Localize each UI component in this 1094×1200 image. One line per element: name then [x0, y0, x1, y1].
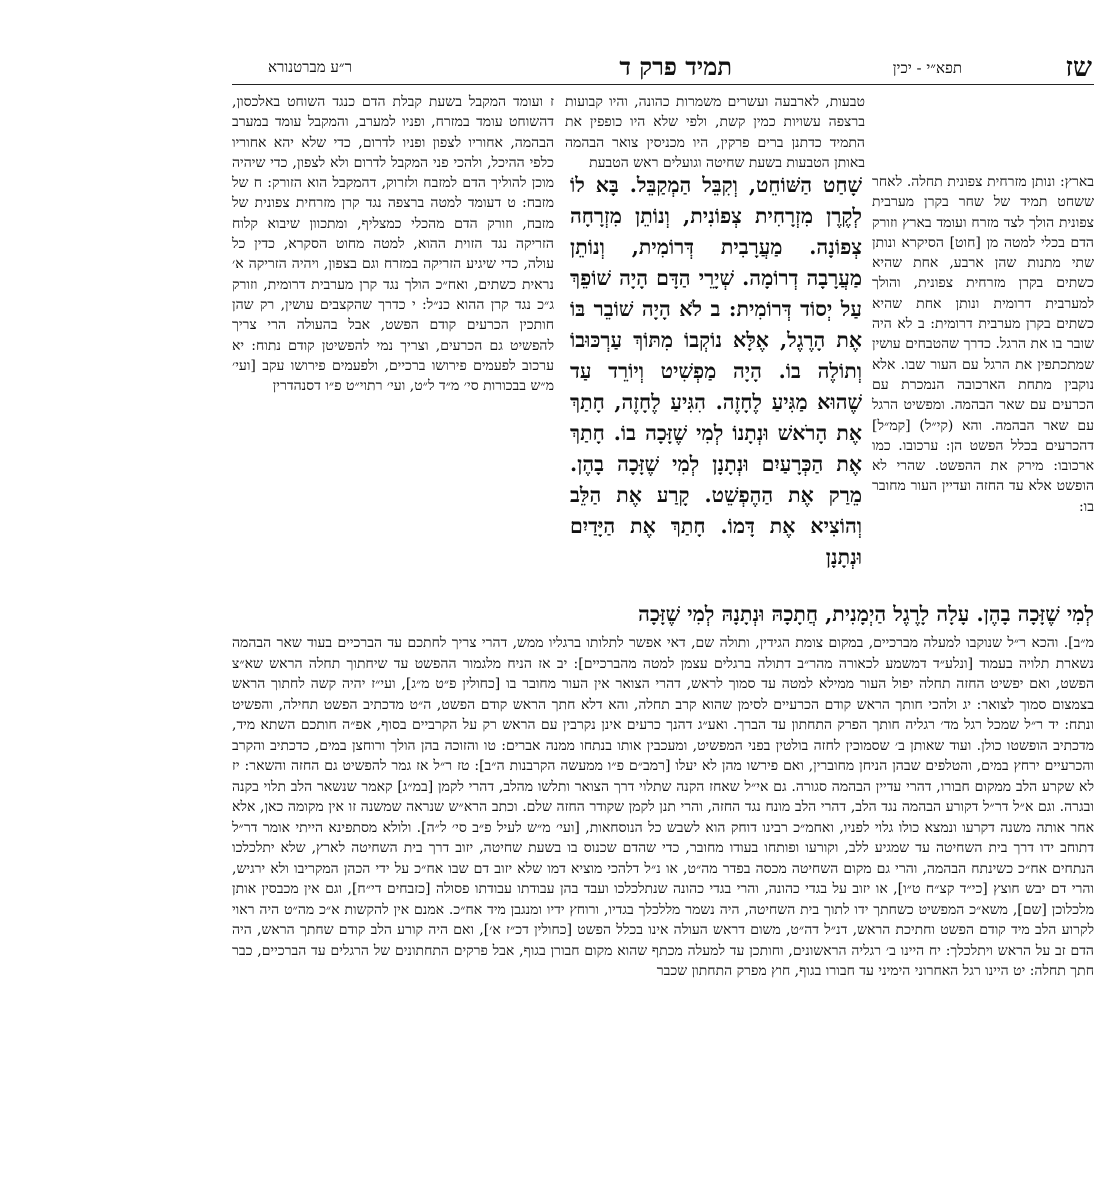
tiferet-column	[232, 92, 554, 610]
commentator-name: ר״ע מברטנורא	[268, 58, 352, 76]
bartenura-text: בארץ: ונותן מזרחית צפונית תחלה. לאחר ששחט תמיד של שחר בקרן מערבית צפונית הולך לצד מזרח ועומד בארץ וזורק הדם בכלי למטה מן [חוט] הסיקרא ונותן שתי מתנות שהן ארבע, אחת שהיא כשתים בקרן מזרחית צפונית, והולך למערבית דרומית ונותן אחת שהיא כשתים בקרן מערבית דרומית: ב לא היה שובר בו את הרגל. כדרך שהטבחים עושין שמתכתפין את הרגל עם העור שבו. אלא נוקבין מתחת הארכובה הנמכרת עם הכרעים עם שאר הבהמה. ומפשיט הרגל עם שאר הבהמה. והא (קי״ל) [קמ״ל] דהכרעים בכלל הפשט הן: ערכובו. כמו ארכובו: מירק את ההפשט. שהרי לא הופשט אלא עד החזה ועדיין העור מחובר בו:	[872, 174, 1094, 515]
bottom-commentary-text: מ״ב]. והכא ר״ל שנוקבו למעלה מברכיים, במקום צומת הגידין, ותולה שם, דאי אפשר לתלותו ברגליו ממש, דהרי צריך לחתכם עד הברכיים בעוד שאר הבהמה נשארת תלויה בעמוד [ונלע״ד דמשמע לכאורה מהר״ב דתולה ברגלים עצמן למטה מהברכיים]: יב אז הניח מלגמור ההפשט עד שיחתוך תחלה הראש שא״צ הפשט, ואם יפשיט החזה תחלה יפול העור ממילא למטה עד סמוך לראש, דהרי הצואר אין העור מחובר בו [כחולין פ״ט מ״ג], ועי״ז יהיה קשה לחתוך הראש בצמצום סמוך לצואר: יג ולהכי חותך הראש קודם הכרעיים לסימן שהוא קרב תחלה, והא דלא חתך הראש קודם הפשט, ה״ט מדכתיב הפשט תחילה, והפשיט ונתח: יד ר״ל שמכל רגל מד׳ רגליה חותך הפרק התחתון עד הברך. ואע״ג דהנך כרעים אינן נקרבין עם הראש רק על הקרביים בסוף, אפ״ה חותכם השתא מיד, מדכתיב הופשטו כולן. ועוד שאותן ב׳ שסמוכין לחזה בולטין בפני המפשיט, ומעכבין אותו בנתחו ממנה אברים: טו והזוכה בהן הולך ורוחצן במים, כדכתיב והקרב והכרעיים ירחץ במים, והטלפים שבהן הניחן מחוברין, ואם פירשו מהן לא יעלו [רמב״ם פ״ו ממעשה הקרבנות ה״ב]: טז ר״ל אז גמר להפשיט גם החזה והשאר: יז לא שקרע הלב ממקום חבורו, דהרי עדיין הבהמה סגורה. גם אי״ל שאחז הקנה שתלוי דרך הצואר ותלשו מהלב, דהרי לקמן [במ״ג] קאמר שנשאר הלב תלוי בקנה ובגרה. וגם א״ל דר״ל דקורע הבהמה נגד הלב, דהרי הלב מונח נגד החזה, והרי תנן לקמן שקודר החזה שלם. וכתב הרא״ש שנראה שמשנה זו אין מקומה כאן, אלא אחר אותה משנה דקרעו ונמצא כולו גלוי לפניו, ואחמ״כ רבינו דוחק הוא לשבש כל הנוסחאות, [ועי׳ מ״ש לעיל פ״ב סי׳ ל״ה]. ולולא מסתפינא הייתי אומר דר״ל דתוחב ידו דרך בית השחיטה עד שמגיע ללב, וקורעו ופותחו בעודו מחובר, כדי שהדם שכנוס בו בשעת שחיטה, יזוב דרך בית השחיטה לארץ, שלא יתלכלכו הנתחים אח״כ כשינתח הבהמה, והרי גם מקום השחיטה מכסה בפדר מה״ט, או נ״ל דלהכי מוציא דמו שלא יזוב דם שבו אח״כ על ידי הכהן המקריבו ולא ירגיש, והרי דם יבש חוצץ [כי״ד קצ״ח ט״ו], או יזוב על בגדי כהונה, והרי בגדי כהונה שנתלכלכו ועבד בהן עבודתו עבודתו פסולה [כזבחים די״ח], וגם אין מכבסין אותן מלכלוכן [שם], משא״כ המפשיט כשחתך ידו לתוך בית השחיטה, היה נשמר מללכלך בגדיו, ורוחץ ידיו ומנגבן מיד אח״כ. אמנם אין להקשות א״כ מה״ט היה ראוי לקרוע הלב מיד קודם הפשט וחתיכת הראש, דנ״ל דה״ט, משום דראש העולה אינו בכלל הפשט [כחולין דכ״ז א׳], ואם היה קורע הלב קודם שחתך הראש, היה הדם זב על הראש ויתלכלך: יח היינו ב׳ רגליה הראשונים, וחותכן עד למעלה מכתף שהוא מקום חבורן בגוף, אבל פרקים התחתונים של הרגלים עד הברכיים, כבר חתך תחלה: יט היינו רגל האחרוני הימיני עד חבורו בגוף, חוץ מפרק התחתון שכבר	[232, 635, 1094, 979]
page-number: שז	[1065, 52, 1092, 83]
bottom-commentary	[232, 633, 1094, 1153]
chapter-range: תפא״י - יכין	[892, 59, 962, 77]
page-title: תמיד פרק ד	[619, 52, 732, 81]
tiferet-text: ז ועומד המקבל בשעת קבלת הדם כנגד השוחט באלכסון, דהשוחט עומד במזרח, ופניו למערב, והמקבל עומד במערב הבהמה, אחוריו לצפון ופניו לדרום, כדי שלא יהא אחוריו כלפי ההיכל, ולהכי פני המקבל לדרום ולא לצפון, כדי שיהיה מוכן להוליך הדם למזבח ולזרוק, דהמקבל הוא הזורק: ח של מזבח: ט דעומד למטה ברצפה נגד קרן מזרחית צפונית של מזבח, וזורק הדם מהכלי כמצליף, ומתכוון שיבוא קלוח הזריקה נגד הזוית ההוא, למטה מחוט הסקרא, כדין כל עולה, כדי שיגיע הזריקה במזרח וגם בצפון, ויהיה הזריקה א׳ נראית כשתים, ואח״כ הולך נגד קרן מערבית דרומית, וזורק ג״כ נגד קרן ההוא כנ״ל: י כדרך שהקצבים עושין, רק שהן חותכין הכרעים קודם הפשט, אבל בהעולה הרי צריך להפשיט גם הכרעים, וצריך נמי להפשיטן קודם נתוח: יא ערכוב לפעמים פירושו ברכיים, ולפעמים פירושו עקב [ועי׳ מ״ש בבכורות סי׳ מ״ד ל״ט, ועי׳ רתוי״ט פ״ו דסנהדרין	[232, 94, 554, 395]
page-header	[232, 52, 1092, 86]
mishna-continuation: לְמִי שֶׁזָּכָה בָהֶן. עָלָה לָרֶגֶל הַיְמָנִית, חֲתָכָהּ וּנְתָנָהּ לְמִי שֶׁזָּכָה	[638, 602, 1094, 626]
bartenura-top-text: טבעות, לארבעה ועשרים משמרות כהונה, והיו קבועות ברצפה עשויות כמין קשת, ולפי שלא היו כופפין את התמיד כדתנן ברים פרקין, היו מכניסין צואר הבהמה באותן הטבעות בשעת שחיטה וגועלים ראש הטבעת	[565, 94, 865, 171]
header-rule	[232, 84, 1094, 85]
mishna-block	[570, 170, 862, 608]
bartenura-column	[872, 172, 1094, 612]
bartenura-top-block	[565, 92, 865, 172]
mishna-text: שָׁחַט הַשּׁוֹחֵט, וְקִבֵּל הַמְקַבֵּל. בָּא לוֹ לְקֶרֶן מִזְרָחִית צְפוֹנִית, וְנוֹתֵן מִזְרָחָה צְפוֹנָה. מַעֲרָבִית דְּרוֹמִית, וְנוֹתֵן מַעֲרָבָה דְרוֹמָה. שְׁיָרֵי הַדָּם הָיָה שׁוֹפֵךְ עַל יְסוֹד דְּרוֹמִית: ב לֹא הָיָה שׁוֹבֵר בּוֹ אֶת הָרֶגֶל, אֶלָּא נוֹקְבוֹ מִתּוֹךְ עַרְכּוּבוֹ וְתוֹלֶה בוֹ. הָיָה מַפְשִׁיט וְיוֹרֵד עַד שֶׁהוּא מַגִּיעַ לֶחָזֶה. הִגִּיעַ לֶחָזֶה, חָתַךְ אֶת הָרֹאשׁ וּנְתָנוֹ לְמִי שֶׁזָּכָה בוֹ. חָתַךְ אֶת הַכְּרָעַיִם וּנְתָנָן לְמִי שֶׁזָּכָה בָהֶן. מֵרַק אֶת הַהֶפְשֵׁט. קָרַע אֶת הַלֵּב וְהוֹצִיא אֶת דָּמוֹ. חָתַךְ אֶת הַיָּדַיִם וּנְתָנָן	[570, 173, 862, 569]
